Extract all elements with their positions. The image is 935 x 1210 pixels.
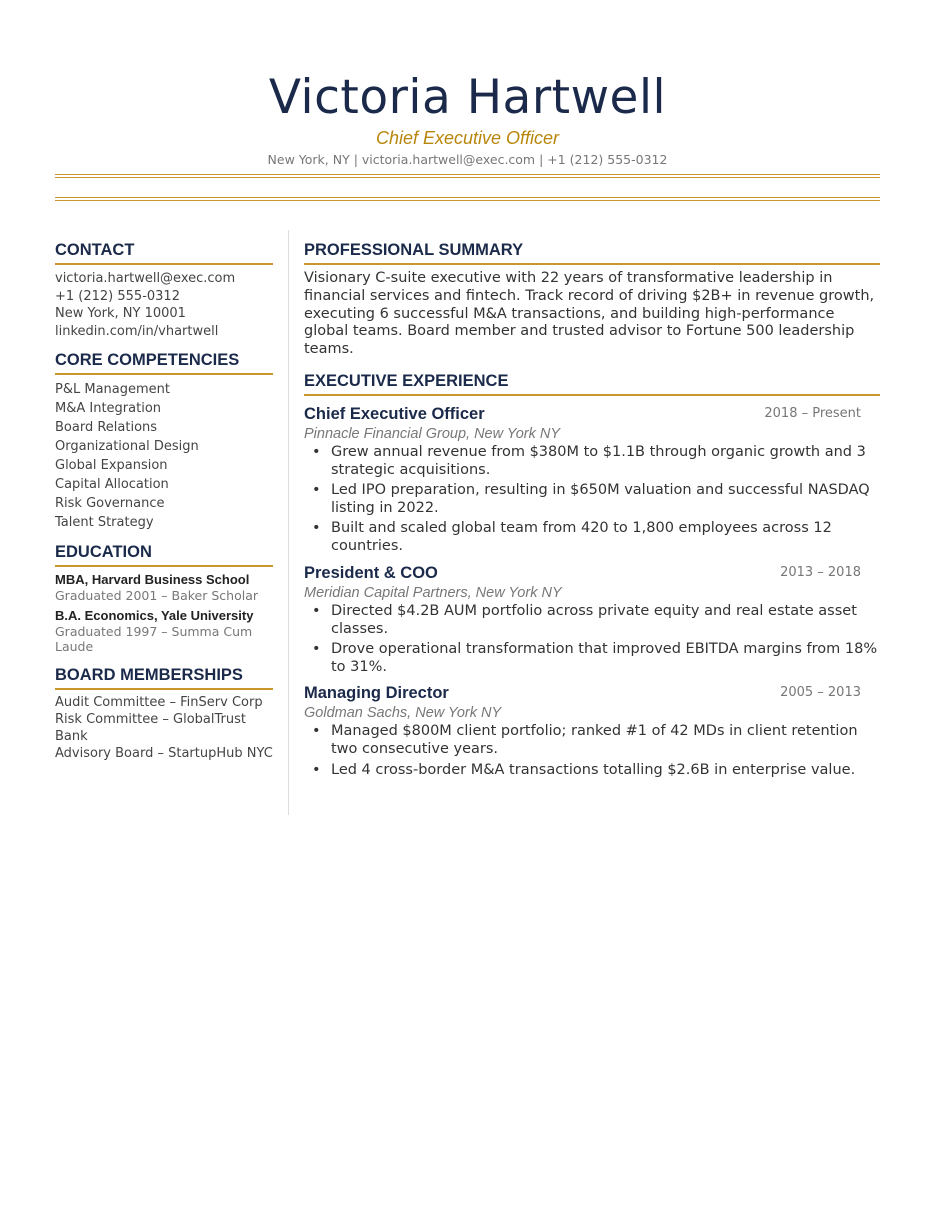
bullet-icon: • — [312, 482, 321, 499]
education-degree: B.A. Economics, Yale University — [55, 607, 254, 623]
contact-location: New York, NY 10001 — [55, 306, 186, 321]
candidate-title: Chief Executive Officer — [375, 128, 560, 148]
bullet-icon: • — [312, 640, 321, 657]
job-entry — [304, 403, 880, 556]
job-entry — [304, 562, 880, 677]
column-divider — [288, 230, 289, 815]
competency-item: P&L Management — [55, 382, 170, 397]
job-organization: Meridian Capital Partners, New York NY — [304, 584, 562, 601]
job-bullet-text: Built and scaled global team from 420 to 1,800 employees across 12 countries. — [331, 520, 832, 554]
job-bullet-text: Grew annual revenue from $380M to $1.1B through organic growth and 3 strategic acquisitions. — [331, 443, 866, 478]
job-entry — [304, 682, 880, 779]
job-header — [304, 682, 880, 704]
job-bullet-text: Led IPO preparation, resulting in $650M valuation and successful NASDAQ listing in 2022. — [331, 482, 870, 516]
education-degree: MBA, Harvard Business School — [55, 572, 250, 587]
boards-section — [55, 665, 273, 763]
job-bullet — [304, 603, 880, 639]
job-bullet-text: Directed $4.2B AUM portfolio across private equity and real estate asset classes. — [331, 602, 857, 637]
education-heading: EDUCATION — [55, 542, 273, 567]
board-item: Advisory Board – StartupHub NYC — [55, 746, 273, 761]
candidate-name: Victoria Hartwell — [268, 70, 667, 125]
contact-email[interactable]: victoria.hartwell@exec.com — [55, 271, 236, 286]
education-note: Graduated 2001 – Baker Scholar — [55, 588, 258, 603]
job-title: Managing Director — [304, 684, 449, 703]
header-rule-top — [55, 174, 880, 178]
job-bullet-text: Drove operational transformation that improved EBITDA margins from 18% to 31%. — [331, 640, 878, 675]
bullet-icon: • — [312, 520, 321, 537]
boards-heading: BOARD MEMBERSHIPS — [55, 665, 273, 690]
competency-item: M&A Integration — [55, 401, 162, 416]
job-header — [304, 562, 880, 584]
job-bullets — [304, 723, 880, 779]
competency-item: Talent Strategy — [55, 515, 154, 530]
contact-linkedin[interactable]: linkedin.com/in/vhartwell — [55, 323, 219, 339]
competency-item: Capital Allocation — [55, 477, 169, 492]
sidebar — [55, 240, 273, 773]
job-title: President & COO — [304, 563, 438, 582]
competency-item: Risk Governance — [55, 496, 165, 511]
job-title: Chief Executive Officer — [304, 404, 485, 423]
header-rule-bottom — [55, 197, 880, 201]
competency-item: Global Expansion — [55, 458, 168, 473]
job-bullet-text: Led 4 cross-border M&A transactions totalling $2.6B in enterprise value. — [331, 761, 856, 778]
competency-item: Organizational Design — [55, 439, 199, 454]
job-dates: 2013 – 2018 — [780, 564, 861, 580]
job-bullet — [304, 723, 880, 759]
competencies-heading: CORE COMPETENCIES — [55, 350, 273, 375]
summary-text: Visionary C-suite executive with 22 years of transformative leadership in financial services and fintech. Track record of driving $2B+ in revenue growth, executing 6 successful M&A transactions, and building high-performance global teams. Board member and trusted advisor to Fortune 500 leadership teams. — [304, 270, 875, 358]
bullet-icon: • — [312, 723, 321, 740]
header-contact-line: New York, NY | victoria.hartwell@exec.com | +1 (212) 555-0312 — [267, 152, 668, 167]
job-bullets — [304, 444, 880, 556]
experience-heading: EXECUTIVE EXPERIENCE — [304, 371, 880, 396]
job-organization: Pinnacle Financial Group, New York NY — [304, 425, 561, 442]
job-bullet — [304, 762, 880, 780]
job-bullet — [304, 482, 880, 518]
board-item: Risk Committee – GlobalTrust Bank — [55, 712, 246, 744]
job-dates: 2018 – Present — [764, 405, 861, 421]
bullet-icon: • — [312, 761, 321, 778]
job-bullet — [304, 444, 880, 480]
job-bullets — [304, 603, 880, 677]
main-column — [304, 240, 880, 785]
summary-heading: PROFESSIONAL SUMMARY — [304, 240, 880, 265]
contact-section — [55, 240, 273, 340]
competency-item: Board Relations — [55, 420, 158, 435]
bullet-icon: • — [312, 443, 321, 460]
job-organization: Goldman Sachs, New York NY — [304, 705, 502, 722]
contact-phone[interactable]: +1 (212) 555-0312 — [55, 288, 180, 304]
job-bullet-text: Managed $800M client portfolio; ranked #1 of 42 MDs in client retention two consecutive years. — [331, 723, 858, 758]
board-item: Audit Committee – FinServ Corp — [55, 694, 263, 710]
education-section — [55, 542, 273, 655]
job-dates: 2005 – 2013 — [780, 685, 861, 701]
job-bullet — [304, 641, 880, 677]
job-header — [304, 403, 880, 425]
contact-heading: CONTACT — [55, 240, 273, 265]
competencies-section — [55, 350, 273, 532]
education-note: Graduated 1997 – Summa Cum Laude — [55, 623, 253, 654]
job-bullet — [304, 520, 880, 556]
bullet-icon: • — [312, 602, 321, 619]
